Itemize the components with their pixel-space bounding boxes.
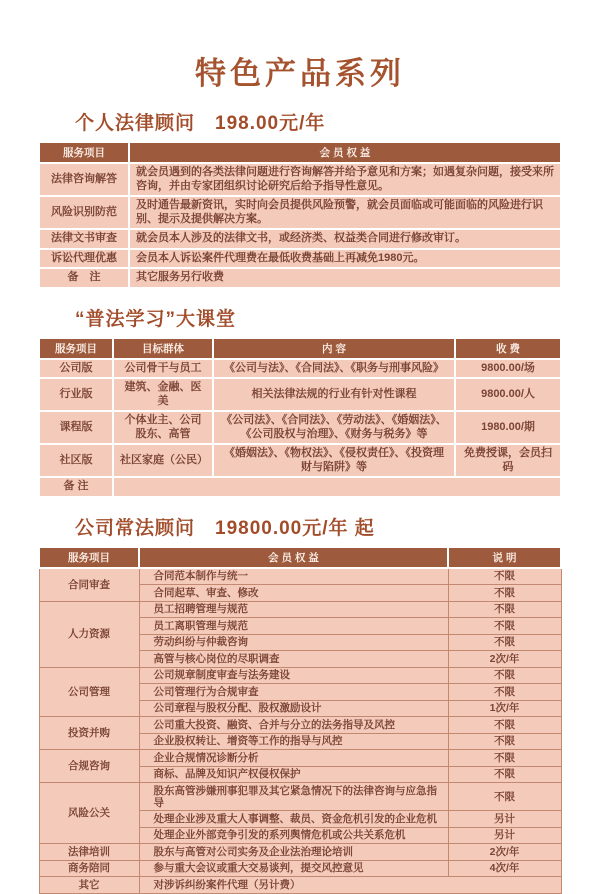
table-header-row <box>40 339 560 358</box>
benefit-cell: 股东高管涉嫌刑事犯罪及其它紧急情况下的法律咨询与应急指导 <box>139 783 448 811</box>
service-item-cell: 行业版 <box>40 379 112 410</box>
note-cell: 不限 <box>448 585 561 602</box>
benefit-cell: 劳动纠纷与仲裁咨询 <box>139 634 448 651</box>
benefit-cell: 高管与核心岗位的尽职调查 <box>139 651 448 668</box>
page-title: 特色产品系列 <box>195 56 405 92</box>
service-item-cell: 法律咨询解答 <box>40 164 128 195</box>
benefit-cell: 参与重大会议或重大交易谈判，提交风控意见 <box>139 860 448 877</box>
table-header-row <box>40 143 560 162</box>
service-item-cell: 诉讼代理优惠 <box>40 250 128 268</box>
law-education-classroom-table <box>38 337 562 498</box>
section-heading-personal-legal-advisor: 个人法律顾问 198.00元/年 <box>75 113 326 134</box>
fee-cell: 1980.00/期 <box>456 412 560 443</box>
service-group-cell: 法律培训 <box>39 844 139 861</box>
benefit-cell: 合同起草、审查、修改 <box>139 585 448 602</box>
fee-cell: 免费授课，会员扫码 <box>456 445 560 476</box>
table-row <box>40 197 560 228</box>
service-item-cell: 备 注 <box>40 269 128 287</box>
note-cell: 1次/年 <box>448 700 561 717</box>
benefit-cell: 公司规章制度审查与法务建设 <box>139 667 448 684</box>
section-heading-company-legal-advisor: 公司常法顾问 19800.00元/年 起 <box>75 517 375 539</box>
benefit-cell: 公司管理行为合规审查 <box>139 684 448 701</box>
note-cell: 另计 <box>448 811 561 828</box>
benefit-cell: 公司重大投资、融资、合并与分立的法务指导及风控 <box>139 717 448 734</box>
service-group-cell: 风险公关 <box>39 783 139 844</box>
table-row <box>40 478 560 496</box>
benefit-cell: 就会员遇到的各类法律问题进行咨询解答并给予意见和方案；如遇复杂问题，接受来所咨询，并由专家团组织讨论研究后给予指导性意见。 <box>130 164 560 195</box>
note-cell: 2次/年 <box>448 651 561 668</box>
target-group-cell: 个体业主、公司股东、高管 <box>114 412 212 443</box>
table-header-row <box>39 547 561 568</box>
table-row <box>39 667 561 684</box>
column-header-service-item: 服务项目 <box>39 547 139 568</box>
table-row <box>40 230 560 248</box>
personal-legal-advisor-table <box>38 141 562 289</box>
note-cell: 不限 <box>448 733 561 750</box>
benefit-cell: 员工离职管理与规范 <box>139 618 448 635</box>
content-cell: 《婚姻法》、《物权法》、《侵权责任》、《投资理财与陷阱》等 <box>214 445 454 476</box>
note-cell: 不限 <box>448 766 561 783</box>
note-cell: 不限 <box>448 568 561 585</box>
benefit-cell: 股东与高管对公司实务及企业法治理论培训 <box>139 844 448 861</box>
benefit-cell: 会员本人诉讼案件代理费在最低收费基础上再减免1980元。 <box>130 250 560 268</box>
target-group-cell: 社区家庭（公民） <box>114 445 212 476</box>
note-cell: 不限 <box>448 618 561 635</box>
service-group-cell: 合规咨询 <box>39 750 139 783</box>
table-row <box>40 412 560 443</box>
note-cell: 不限 <box>448 667 561 684</box>
fee-cell: 9800.00/人 <box>456 379 560 410</box>
service-group-cell: 投资并购 <box>39 717 139 750</box>
service-group-cell: 合同审查 <box>39 568 139 602</box>
benefit-cell: 处理企业外部竞争引发的系列舆情危机或公共关系危机 <box>139 827 448 844</box>
fee-cell: 9800.00/场 <box>456 360 560 378</box>
table-row <box>39 860 561 877</box>
target-group-cell: 公司骨干与员工 <box>114 360 212 378</box>
note-cell: 不限 <box>448 684 561 701</box>
benefit-cell: 处理企业涉及重大人事调整、裁员、资金危机引发的企业危机 <box>139 811 448 828</box>
note-cell: 不限 <box>448 717 561 734</box>
benefit-cell: 及时通告最新资讯，实时向会员提供风险预警，就会员面临或可能面临的风险进行识别、提示及提供解决方案。 <box>130 197 560 228</box>
service-item-cell: 风险识别防范 <box>40 197 128 228</box>
benefit-cell: 公司章程与股权分配、股权激励设计 <box>139 700 448 717</box>
column-header-target-group: 目标群体 <box>114 339 212 358</box>
service-item-cell: 公司版 <box>40 360 112 378</box>
content-cell: 《公司与法》、《合同法》、《职务与刑事风险》 <box>214 360 454 378</box>
table-row <box>40 164 560 195</box>
column-header-service-item: 服务项目 <box>40 143 128 162</box>
table-row <box>39 877 561 894</box>
table-row <box>40 379 560 410</box>
column-header-member-benefit: 会 员 权 益 <box>130 143 560 162</box>
table-row <box>40 360 560 378</box>
note-cell: 不限 <box>448 750 561 767</box>
service-item-cell: 社区版 <box>40 445 112 476</box>
section-heading-law-education-classroom: “普法学习”大课堂 <box>75 308 237 330</box>
table-row <box>40 269 560 287</box>
benefit-cell: 企业股权转让、增资等工作的指导与风控 <box>139 733 448 750</box>
benefit-cell: 企业合规情况诊断分析 <box>139 750 448 767</box>
service-group-cell: 其它 <box>39 877 139 894</box>
table-row <box>39 568 561 585</box>
note-cell: 4次/年 <box>448 860 561 877</box>
remark-cell <box>114 478 560 496</box>
service-item-cell: 法律文书审查 <box>40 230 128 248</box>
service-group-cell: 商务陪同 <box>39 860 139 877</box>
benefit-cell: 商标、品牌及知识产权侵权保护 <box>139 766 448 783</box>
benefit-cell: 就会员本人涉及的法律文书，或经济类、权益类合同进行修改审订。 <box>130 230 560 248</box>
table-row <box>40 250 560 268</box>
note-cell: 2次/年 <box>448 844 561 861</box>
note-cell: 另计 <box>448 827 561 844</box>
column-header-member-benefit: 会 员 权 益 <box>139 547 448 568</box>
service-item-cell: 备 注 <box>40 478 112 496</box>
service-group-cell: 公司管理 <box>39 667 139 717</box>
column-header-content: 内 容 <box>214 339 454 358</box>
column-header-fee: 收 费 <box>456 339 560 358</box>
column-header-service-item: 服务项目 <box>40 339 112 358</box>
target-group-cell: 建筑、金融、医美 <box>114 379 212 410</box>
table-row <box>39 844 561 861</box>
service-item-cell: 课程版 <box>40 412 112 443</box>
benefit-cell: 其它服务另行收费 <box>130 269 560 287</box>
table-row <box>39 783 561 811</box>
company-legal-advisor-table <box>38 546 562 894</box>
column-header-note: 说 明 <box>448 547 561 568</box>
service-group-cell: 人力资源 <box>39 601 139 667</box>
table-row <box>39 601 561 618</box>
content-cell: 相关法律法规的行业有针对性课程 <box>214 379 454 410</box>
note-cell: 不限 <box>448 601 561 618</box>
table-row <box>39 750 561 767</box>
note-cell: 不限 <box>448 783 561 811</box>
content-cell: 《公司法》、《合同法》、《劳动法》、《婚姻法》、《公司股权与治理》、《财务与税务》等 <box>214 412 454 443</box>
benefit-cell: 对涉诉纠纷案件代理（另计费） <box>139 877 561 894</box>
note-cell: 不限 <box>448 634 561 651</box>
benefit-cell: 合同范本制作与统一 <box>139 568 448 585</box>
benefit-cell: 员工招聘管理与规范 <box>139 601 448 618</box>
table-row <box>40 445 560 476</box>
table-row <box>39 717 561 734</box>
